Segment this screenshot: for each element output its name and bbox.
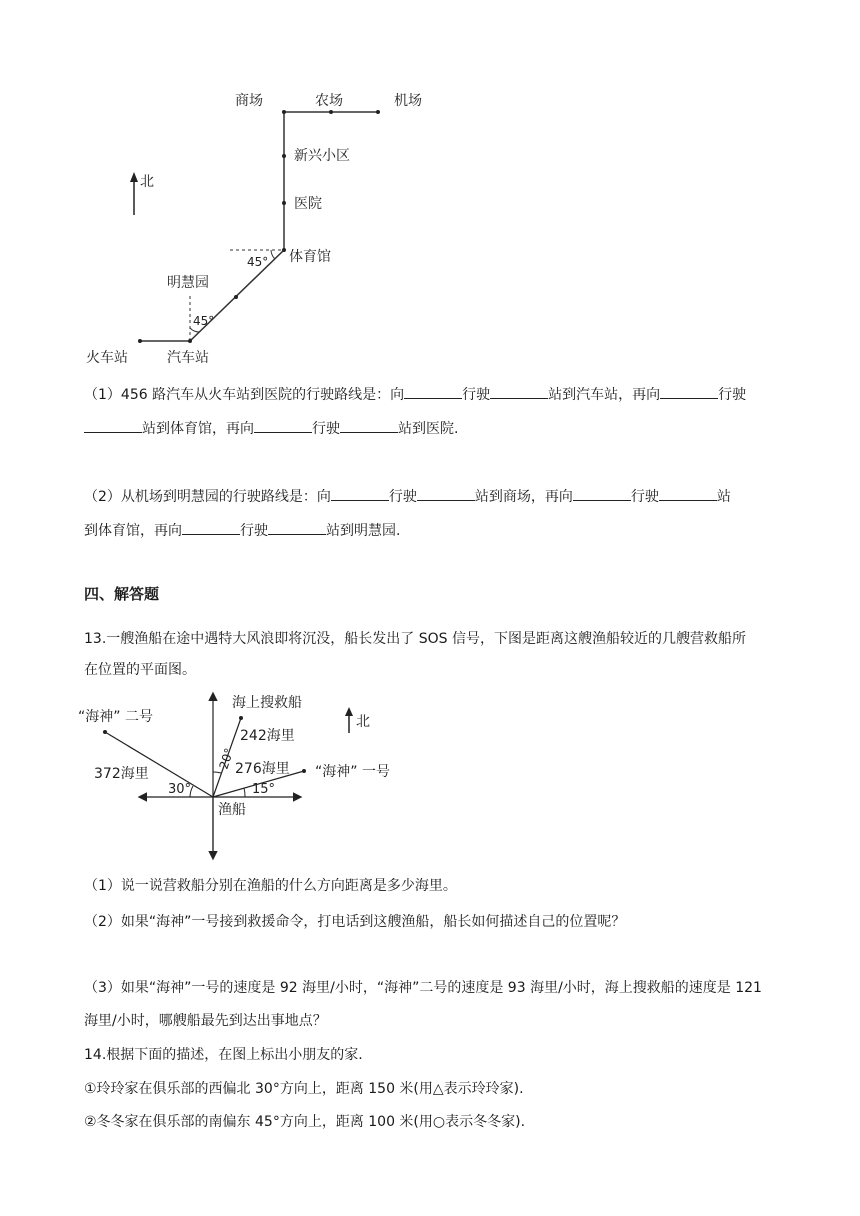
- answer-blank[interactable]: [182, 522, 240, 535]
- label-sea-god-1: “海神” 一号: [315, 764, 390, 780]
- label-fishing-boat: 渔船: [218, 802, 246, 818]
- north-arrow-icon: [130, 172, 138, 215]
- q12-p1-line1: （1）456 路汽车从火车站到医院的行驶路线是：向 行驶 站到汽车站，再向 行驶: [84, 387, 747, 403]
- q13-sub1: （1）说一说营救船分别在渔船的什么方向距离是多少海里。: [84, 878, 457, 894]
- label-angle-bottom: 45°: [193, 314, 215, 328]
- answer-blank[interactable]: [417, 488, 475, 501]
- q13-sub3-line1: （3）如果“海神”一号的速度是 92 海里/小时，“海神”二号的速度是 93 海里/小时，海上搜救船的速度是 121: [84, 980, 762, 996]
- angle-arc-bottom: [190, 328, 199, 332]
- route-line: [140, 112, 378, 341]
- q13-stem-line1: 13.一艘渔船在途中遇特大风浪即将沉没，船长发出了 SOS 信号，下图是距离这艘渔船较近的几艘营救船所: [84, 631, 746, 647]
- answer-blank[interactable]: [660, 386, 718, 399]
- q14-stem: 14.根据下面的描述，在图上标出小朋友的家.: [84, 1047, 363, 1063]
- q14-item1: ①玲玲家在俱乐部的西偏北 30°方向上，距离 150 米(用△表示玲玲家).: [84, 1081, 524, 1097]
- answer-blank[interactable]: [404, 386, 462, 399]
- label-hospital: 医院: [294, 196, 322, 212]
- answer-blank[interactable]: [573, 488, 631, 501]
- route-map: [0, 0, 860, 380]
- answer-blank[interactable]: [659, 488, 717, 501]
- label-search-ship: 海上搜救船: [232, 695, 302, 711]
- label-north: 北: [356, 714, 370, 730]
- dot-sea-god-1: [302, 769, 306, 773]
- dot-sea-god-2: [103, 730, 107, 734]
- dot-search-ship: [239, 716, 243, 720]
- label-xinxing: 新兴小区: [294, 148, 350, 164]
- q13-sub2: （2）如果“海神”一号接到救援命令，打电话到这艘渔船，船长如何描述自己的位置呢？: [84, 914, 626, 930]
- label-stadium: 体育馆: [289, 249, 331, 265]
- label-mall: 商场: [235, 93, 263, 109]
- angle-arc-top: [271, 250, 275, 259]
- label-farm: 农场: [315, 93, 343, 109]
- q13-sub3-line2: 海里/小时，哪艘船最先到达出事地点？: [84, 1013, 327, 1029]
- answer-blank[interactable]: [254, 420, 312, 433]
- q13-stem-line2: 在位置的平面图。: [84, 662, 196, 678]
- answer-blank[interactable]: [268, 522, 326, 535]
- station-dots: [138, 110, 380, 343]
- answer-blank[interactable]: [490, 386, 548, 399]
- q14-item2: ②冬冬家在俱乐部的南偏东 45°方向上，距离 100 米(用○表示冬冬家).: [84, 1114, 526, 1130]
- north-arrow-icon: [345, 707, 353, 733]
- arc-20: [213, 772, 221, 773]
- label-dist-242: 242海里: [240, 728, 295, 744]
- label-dist-276: 276海里: [235, 761, 290, 777]
- label-angle-top: 45°: [247, 255, 269, 269]
- label-angle-30: 30°: [168, 782, 192, 797]
- arc-15: [244, 788, 245, 797]
- label-dist-372: 372海里: [94, 766, 149, 782]
- q12-p2-line1: （2）从机场到明慧园的行驶路线是：向 行驶 站到商场，再向 行驶 站: [84, 489, 731, 505]
- q12-p2-line2: 到体育馆，再向 行驶 站到明慧园.: [84, 523, 401, 539]
- rescue-diagram: [0, 680, 860, 865]
- label-bus: 汽车站: [167, 350, 209, 366]
- label-angle-15: 15°: [252, 782, 276, 797]
- answer-blank[interactable]: [340, 420, 398, 433]
- label-sea-god-2: “海神” 二号: [78, 709, 153, 725]
- answer-blank[interactable]: [84, 420, 142, 433]
- line-sea-god-2: [105, 732, 213, 797]
- north-label: 北: [140, 174, 154, 190]
- label-train: 火车站: [86, 350, 128, 366]
- label-minghui: 明慧园: [167, 275, 209, 291]
- label-angle-20: 20°: [216, 746, 237, 771]
- label-airport: 机场: [394, 93, 422, 109]
- answer-blank[interactable]: [331, 488, 389, 501]
- section-heading: 四、解答题: [84, 585, 160, 603]
- q12-p1-line2: 站到体育馆，再向 行驶 站到医院.: [84, 420, 458, 436]
